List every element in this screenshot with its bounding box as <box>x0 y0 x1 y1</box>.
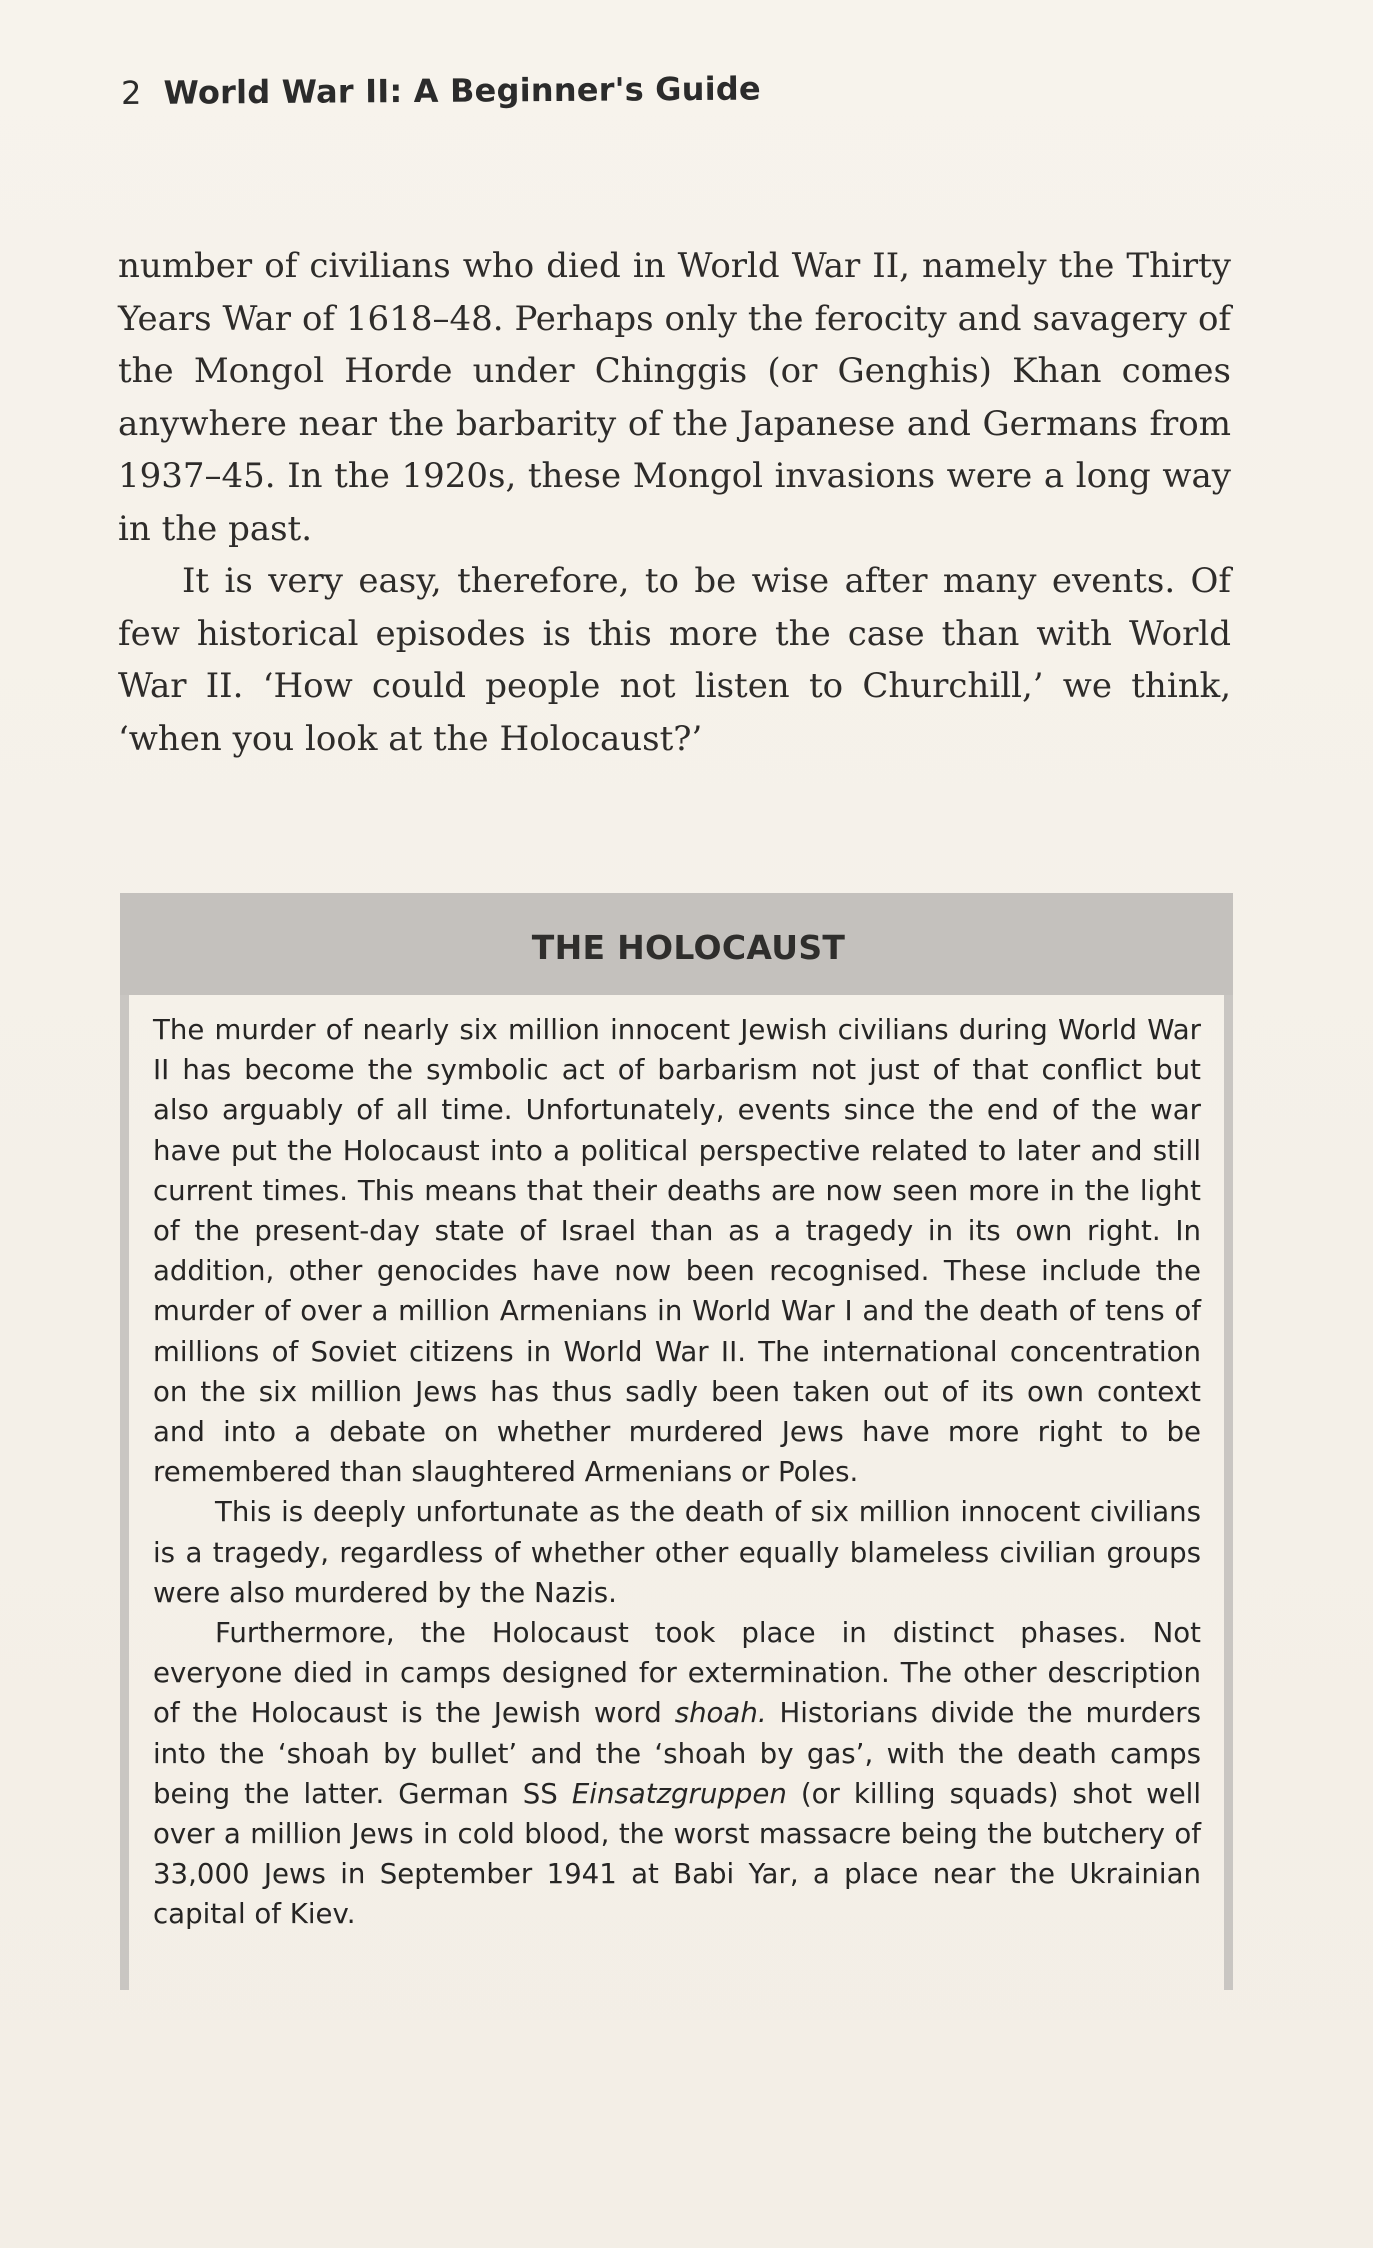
sidebar-paragraph: This is deeply unfortunate as the death of six million innocent civilians is a tragedy, regardless of whether other equally blameless civilian groups were also murdered by the Nazis. <box>153 1495 1201 1609</box>
text-run: Historians divide the murders into the ‘shoah by bullet’ and the ‘shoah by gas’, with the death camps being the latter. German SS <box>153 1696 1201 1810</box>
text-run: (or killing squads) shot well over a million Jews in cold blood, the worst massacre being the butchery of 33,000 Jews in September 1941 at Babi Yar, a place near the Ukrainian capital of Kiev. <box>153 1776 1201 1931</box>
page-number: 2 <box>120 73 142 112</box>
sidebar-body <box>153 1010 1201 1935</box>
sidebar-paragraph <box>153 1613 1201 1935</box>
sidebar-header <box>120 893 1233 995</box>
sidebar-title: THE HOLOCAUST <box>531 927 846 967</box>
body-paragraph: number of civilians who died in World War II, namely the Thirty Years War of 1618–48. Perhaps only the ferocity and savagery of the Mongol Horde under Chinggis (or Genghis) Khan comes anywhere near the barbarity of the Japanese and Germans from 1937–45. In the 1920s, these Mongol invasions were a long way in the past. <box>118 246 1231 549</box>
body-paragraph: It is very easy, therefore, to be wise after many events. Of few historical episodes is this more the case than with World War II. ‘How could people not listen to Churchill,’ we think, ‘when you look at the Holocaust?’ <box>118 561 1231 759</box>
holocaust-sidebar-box <box>120 893 1233 1990</box>
italic-term: shoah. <box>674 1696 767 1730</box>
italic-term: Einsatzgruppen <box>571 1776 787 1810</box>
sidebar-paragraph: The murder of nearly six million innocent Jewish civilians during World War II has become the symbolic act of barbarism not just of that conflict but also arguably of all time. Unfortunately, events since the end of the war have put the Holocaust into a political perspective related to later and still current times. This means that their deaths are now seen more in the light of the present-day state of Israel than as a tragedy in its own right. In addition, other genocides have now been recognised. These include the murder of over a million Armenians in World War I and the death of tens of millions of Soviet citizens in World War II. The international concentration on the six million Jews has thus sadly been taken out of its own context and into a debate on whether murdered Jews have more right to be remembered than slaughtered Armenians or Poles. <box>153 1013 1201 1489</box>
book-title: World War II: A Beginner's Guide <box>163 69 761 112</box>
running-head <box>121 70 761 112</box>
main-text <box>118 240 1231 765</box>
text-run: Furthermore, the Holocaust took place in distinct phases. Not everyone died in camps designed for extermination. The other description of the Holocaust is the Jewish word <box>153 1616 1201 1730</box>
